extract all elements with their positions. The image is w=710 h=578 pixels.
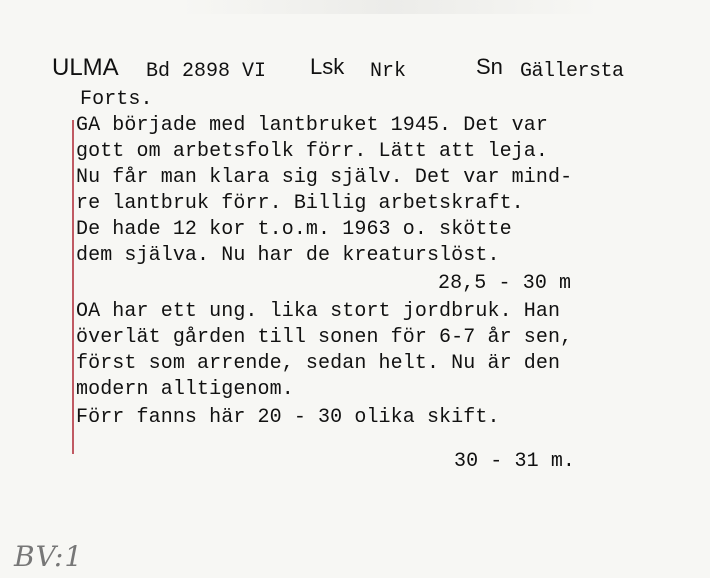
header-place: Gällersta — [520, 60, 624, 83]
body-line: Nu får man klara sig själv. Det var mind- — [76, 166, 573, 189]
card-header — [52, 48, 692, 88]
body-line: OA har ett ung. lika stort jordbruk. Han — [76, 300, 561, 323]
scan-shadow — [180, 0, 600, 14]
body-line: Förr fanns här 20 - 30 olika skift. — [76, 406, 500, 429]
body-line-measure: 30 - 31 m. — [454, 450, 576, 473]
body-line: modern alltigenom. — [76, 378, 294, 401]
header-bd: Bd 2898 VI — [146, 60, 267, 83]
body-line: re lantbruk förr. Billig arbetskraft. — [76, 192, 524, 215]
body-line: Forts. — [80, 88, 153, 111]
body-line: gott om arbetsfolk förr. Lätt att leja. — [76, 140, 548, 163]
header-lsk: Lsk — [310, 54, 345, 79]
header-nrk: Nrk — [370, 60, 407, 83]
header-sn: Sn — [476, 54, 503, 79]
body-line: De hade 12 kor t.o.m. 1963 o. skötte — [76, 218, 512, 241]
header-name: ULMA — [52, 54, 119, 81]
body-line-measure: 28,5 - 30 m — [438, 272, 572, 295]
body-line: GA började med lantbruket 1945. Det var — [76, 114, 548, 137]
body-line: överlät gården till sonen för 6-7 år sen, — [76, 326, 573, 349]
corner-handwritten-note: BV:1 — [14, 540, 84, 573]
body-line: dem själva. Nu har de kreaturslöst. — [76, 244, 500, 267]
margin-line — [72, 120, 74, 454]
body-line: först som arrende, sedan helt. Nu är den — [76, 352, 561, 375]
